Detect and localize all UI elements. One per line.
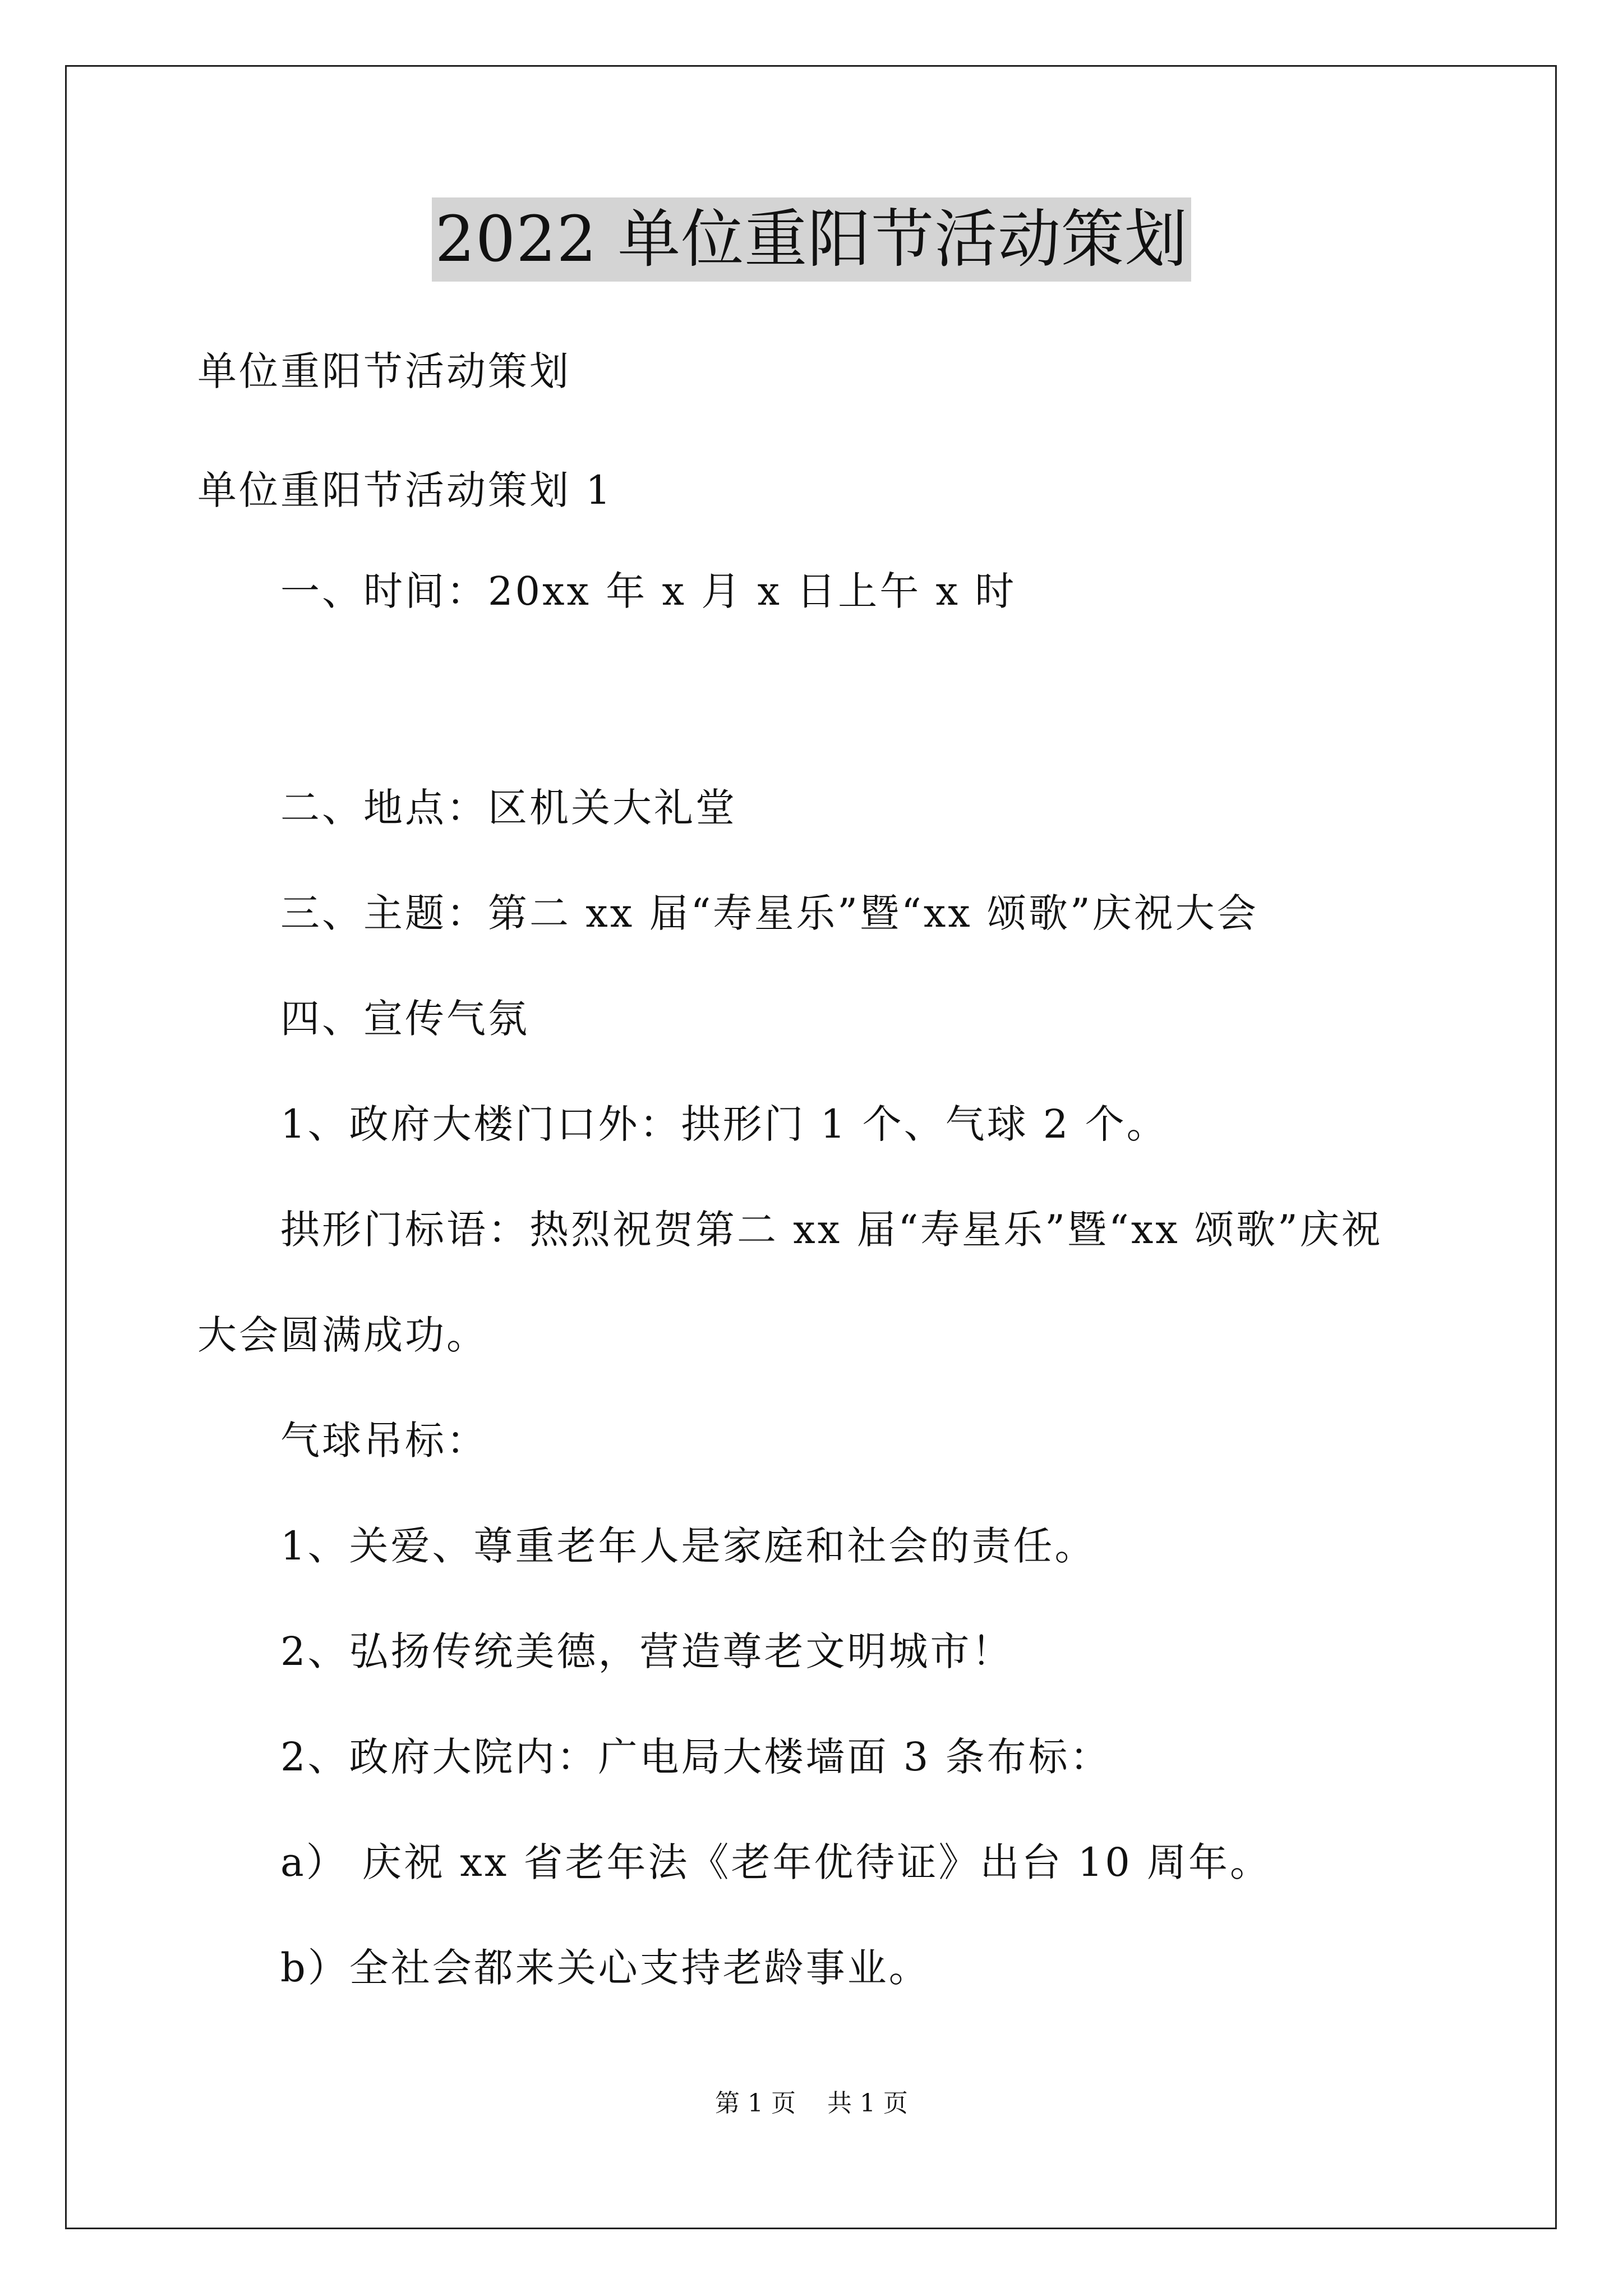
body-line: 1、关爱、尊重老年人是家庭和社会的责任。 xyxy=(280,1523,1096,1569)
body-line: 一、时间：20xx 年 x 月 x 日上午 x 时 xyxy=(280,568,1017,614)
body-line: 2、弘扬传统美德，营造尊老文明城市！ xyxy=(280,1628,1013,1674)
body-line: 拱形门标语：热烈祝贺第二 xx 届“寿星乐”暨“xx 颂歌”庆祝 xyxy=(280,1207,1383,1253)
body-line: 1、政府大楼门口外：拱形门 1 个、气球 2 个。 xyxy=(280,1101,1168,1147)
title-container xyxy=(0,197,1623,282)
body-line: 大会圆满成功。 xyxy=(197,1312,488,1358)
body-line: a） 庆祝 xx 省老年法《老年优待证》出台 10 周年。 xyxy=(280,1839,1272,1885)
body-line: 三、主题：第二 xx 届“寿星乐”暨“xx 颂歌”庆祝大会 xyxy=(280,890,1258,936)
document-title: 2022 单位重阳节活动策划 xyxy=(432,197,1192,282)
body-line: 单位重阳节活动策划 1 xyxy=(197,467,613,513)
page-footer: 第 1 页 共 1 页 xyxy=(715,2089,908,2118)
body-line: 单位重阳节活动策划 xyxy=(197,348,571,394)
body-line: 二、地点：区机关大礼堂 xyxy=(280,785,737,831)
body-line: 2、政府大院内：广电局大楼墙面 3 条布标： xyxy=(280,1734,1112,1780)
body-line: 四、宣传气氛 xyxy=(280,996,529,1042)
body-line: 气球吊标： xyxy=(280,1418,488,1464)
body-line: b）全社会都来关心支持老龄事业。 xyxy=(280,1945,930,1991)
